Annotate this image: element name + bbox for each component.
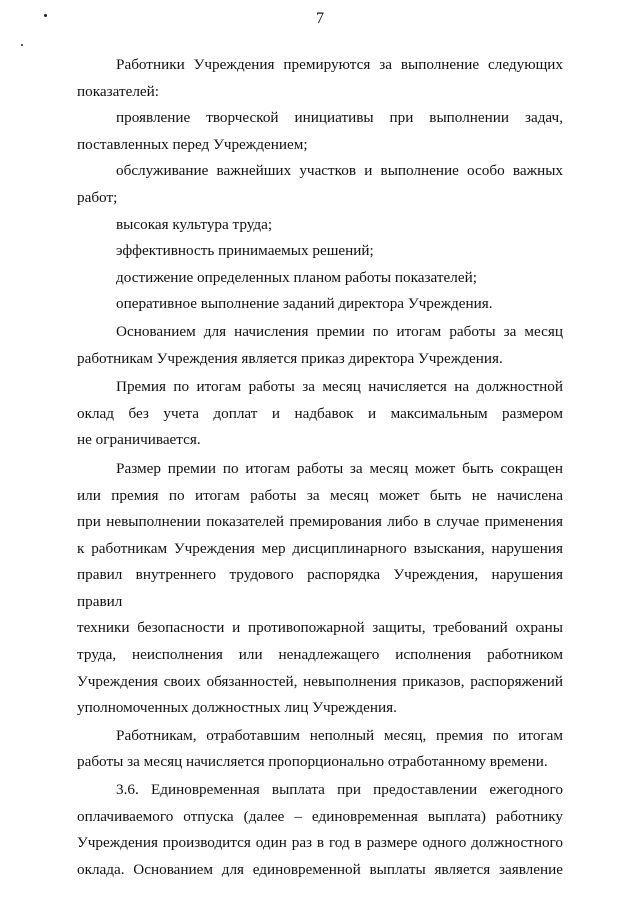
text-line: труда, неисполнения или ненадлежащего исполнения работником bbox=[77, 646, 563, 664]
text-line: уполномоченных должностных лиц Учреждения. bbox=[77, 699, 397, 717]
text-line: работникам Учреждения является приказ директора Учреждения. bbox=[77, 349, 503, 367]
text-line: к работникам Учреждения мер дисциплинарного взыскания, нарушения bbox=[77, 539, 563, 557]
text-line: Работникам, отработавшим неполный месяц, премия по итогам bbox=[116, 726, 563, 744]
text-line: оплачиваемого отпуска (далее – единовременная выплата) работнику bbox=[77, 807, 563, 825]
text-line: показателей: bbox=[77, 82, 160, 100]
text-line: высокая культура труда; bbox=[116, 215, 273, 233]
text-line: Премия по итогам работы за месяц начисляется на должностной bbox=[116, 378, 563, 396]
text-line: правил внутреннего трудового распорядка Учреждения, нарушения правил bbox=[77, 566, 563, 610]
text-line: достижение определенных планом работы показателей; bbox=[116, 268, 477, 286]
text-line: оперативное выполнение заданий директора Учреждения. bbox=[116, 295, 493, 313]
text-line: Учреждения производится один раз в год в размере одного должностного bbox=[77, 834, 563, 852]
text-line: эффективность принимаемых решений; bbox=[116, 242, 374, 260]
text-line: работ; bbox=[77, 188, 118, 206]
text-line: работы за месяц начисляется пропорционально отработанному времени. bbox=[77, 753, 548, 771]
text-line: техники безопасности и противопожарной защиты, требований охраны bbox=[77, 619, 563, 637]
text-line: Основанием для начисления премии по итогам работы за месяц bbox=[116, 322, 563, 340]
text-line: 3.6. Единовременная выплата при предоставлении ежегодного bbox=[116, 781, 563, 799]
text-line: Работники Учреждения премируются за выполнение следующих bbox=[116, 56, 563, 73]
text-line: при невыполнении показателей премирования либо в случае применения bbox=[77, 513, 563, 531]
document-body bbox=[77, 52, 563, 883]
page-number: 7 bbox=[316, 10, 324, 27]
text-line: оклад без учета доплат и надбавок и максимальным размером bbox=[77, 404, 563, 422]
text-line: обслуживание важнейших участков и выполнение особо важных bbox=[116, 162, 563, 180]
text-line: не ограничивается. bbox=[77, 431, 201, 449]
text-line: Учреждения своих обязанностей, невыполнения приказов, распоряжений bbox=[77, 672, 563, 690]
text-line: Размер премии по итогам работы за месяц может быть сокращен bbox=[116, 459, 563, 477]
text-line: или премия по итогам работы за месяц может быть не начислена bbox=[77, 486, 563, 504]
text-line: поставленных перед Учреждением; bbox=[77, 135, 308, 153]
text-line: проявление творческой инициативы при выполнении задач, bbox=[116, 109, 563, 127]
text-line: оклада. Основанием для единовременной выплаты является заявление bbox=[77, 860, 563, 878]
scan-speck bbox=[21, 44, 23, 46]
